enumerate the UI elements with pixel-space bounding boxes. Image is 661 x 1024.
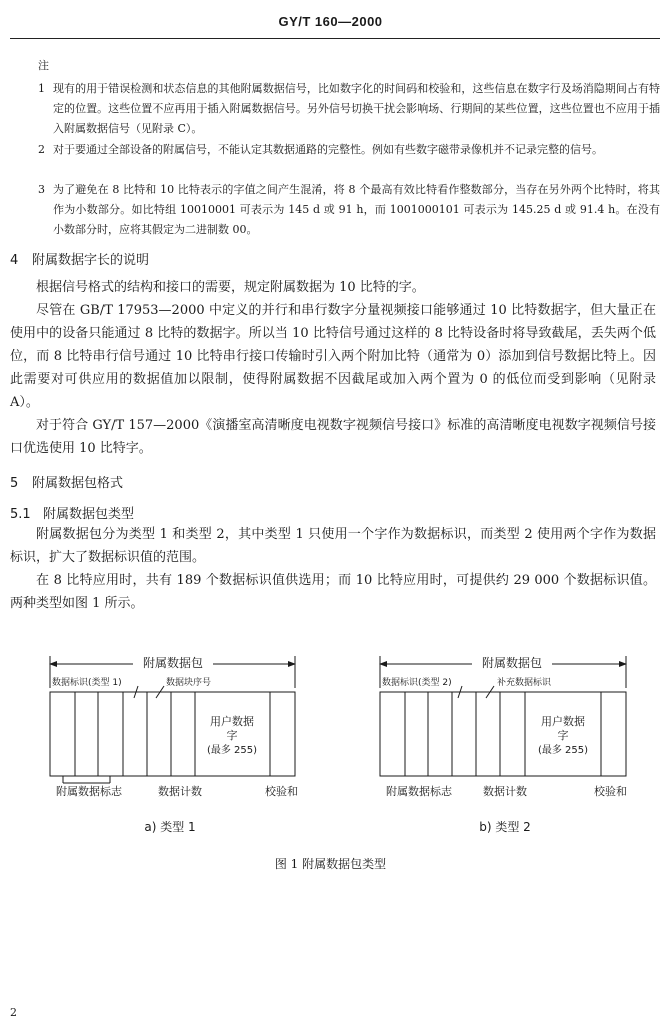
data-count-label: 数据计数 (483, 785, 527, 798)
section-4-paragraph-2: 尽管在 GB/T 17953—2000 中定义的并行和串行数字分量视频接口能够通过 10 比特数据字，但大量正在使用中的设备只能通过 8 比特的数据字。所以当 10 比特信号通过这样的 8 比特设备时将导致截尾，丢失两个低位，而 8 比特串行信号通过 10 比特串行接口传输时引入两个附加比特（通常为 0）添加到信号数据比特上。因此需要对可供应用的数据值加以限制，使得附属数据不因截尾或加入两个置为 0 的低位而受到影响（见附录 A）。 (10, 303, 656, 410)
note-item-3 (38, 180, 660, 240)
page-number: 2 (10, 1006, 17, 1019)
section-number: 4 (10, 253, 19, 268)
packet-diagram-type-2 (380, 654, 627, 834)
section-number: 5.1 (10, 507, 31, 522)
section-5-1-paragraph-2: 在 8 比特应用时，共有 189 个数据标识值供选用；而 10 比特应用时，可提供约 29 000 个数据标识值。两种类型如图 1 所示。 (10, 573, 656, 611)
section-5-heading (10, 472, 123, 491)
note-number: 3 (38, 183, 45, 196)
user-data-line: 字 (557, 729, 569, 742)
packet-box (50, 692, 295, 776)
user-data-line: 用户数据 (210, 715, 254, 728)
checksum-label: 校验和 (265, 785, 298, 798)
user-data-line: 字 (226, 729, 238, 742)
block-number-label: 数据块序号 (166, 678, 212, 688)
user-data-line: 用户数据 (541, 715, 585, 728)
section-title: 附属数据包类型 (43, 507, 135, 522)
figure-title: 图 1 附属数据包类型 (274, 857, 387, 871)
packet-box (380, 692, 626, 776)
note-item-2 (38, 140, 660, 160)
section-4-paragraph-1: 根据信号格式的结构和接口的需要，规定附属数据为 10 比特的字。 (36, 280, 425, 295)
note-item-1 (38, 79, 660, 139)
note-text: 为了避免在 8 比特和 10 比特表示的字值之间产生混淆，将 8 个最高有效比特看作整数部分，当存在另外两个比特时，将其作为小数部分。如比特组 10010001 可表示为 145 d 或 91 h，而 1001000101 可表示为 145.25 d 或 91.4 h。在没有小数部分时，应将其假定为二进制数 00。 (53, 183, 660, 236)
section-4-paragraph-3: 对于符合 GY/T 157—2000《演播室高清晰度电视数字视频信号接口》标准的高清晰度电视数字视频信号接口优选使用 10 比特字。 (10, 418, 656, 456)
note-number: 1 (38, 82, 45, 95)
data-id-label: 数据标识(类型 1) (52, 678, 122, 688)
note-text: 现有的用于错误检测和状态信息的其他附属数据信号，比如数字化的时间码和校验和，这些信息在数字行及场消隐期间占有特定的位置。这些位置不应再用于插入附属数据信号。另外信号切换干扰会影响场、行期间的某些位置，这些位置也不应用于插入附属数据信号（见附录 C）。 (53, 82, 660, 135)
note-text: 对于要通过全部设备的附属信号，不能认定其数据通路的完整性。例如有些数字磁带录像机并不记录完整的信号。 (53, 143, 603, 156)
section-5-1-heading (10, 503, 134, 522)
checksum-label: 校验和 (594, 785, 627, 798)
packet-top-label: 附属数据包 (481, 656, 543, 670)
data-count-label: 数据计数 (158, 785, 202, 798)
section-5-1-paragraph-1: 附属数据包分为类型 1 和类型 2，其中类型 1 只使用一个字作为数据标识，而类型 2 使用两个字作为数据标识，扩大了数据标识值的范围。 (10, 527, 656, 565)
ancillary-flag-label: 附属数据标志 (386, 785, 452, 798)
ancillary-flag-label: 附属数据标志 (56, 785, 122, 798)
subcaption-type-1: a) 类型 1 (144, 820, 196, 834)
section-4-heading (10, 249, 149, 268)
figure-1-diagram (0, 636, 661, 866)
data-id-label: 数据标识(类型 2) (382, 678, 452, 688)
user-data-line: (最多 255) (537, 745, 589, 756)
document-header-code: GY/T 160—2000 (278, 14, 383, 29)
notes-title: 注 (38, 59, 49, 72)
packet-diagram-type-1 (50, 654, 298, 834)
section-title: 附属数据字长的说明 (32, 253, 150, 268)
subcaption-type-2: b) 类型 2 (479, 820, 531, 834)
note-number: 2 (38, 143, 45, 156)
secondary-data-id-label: 补充数据标识 (497, 678, 552, 688)
header-rule (10, 38, 660, 39)
packet-top-label: 附属数据包 (142, 656, 204, 670)
section-title: 附属数据包格式 (32, 476, 124, 491)
user-data-line: (最多 255) (206, 745, 258, 756)
section-number: 5 (10, 476, 19, 491)
